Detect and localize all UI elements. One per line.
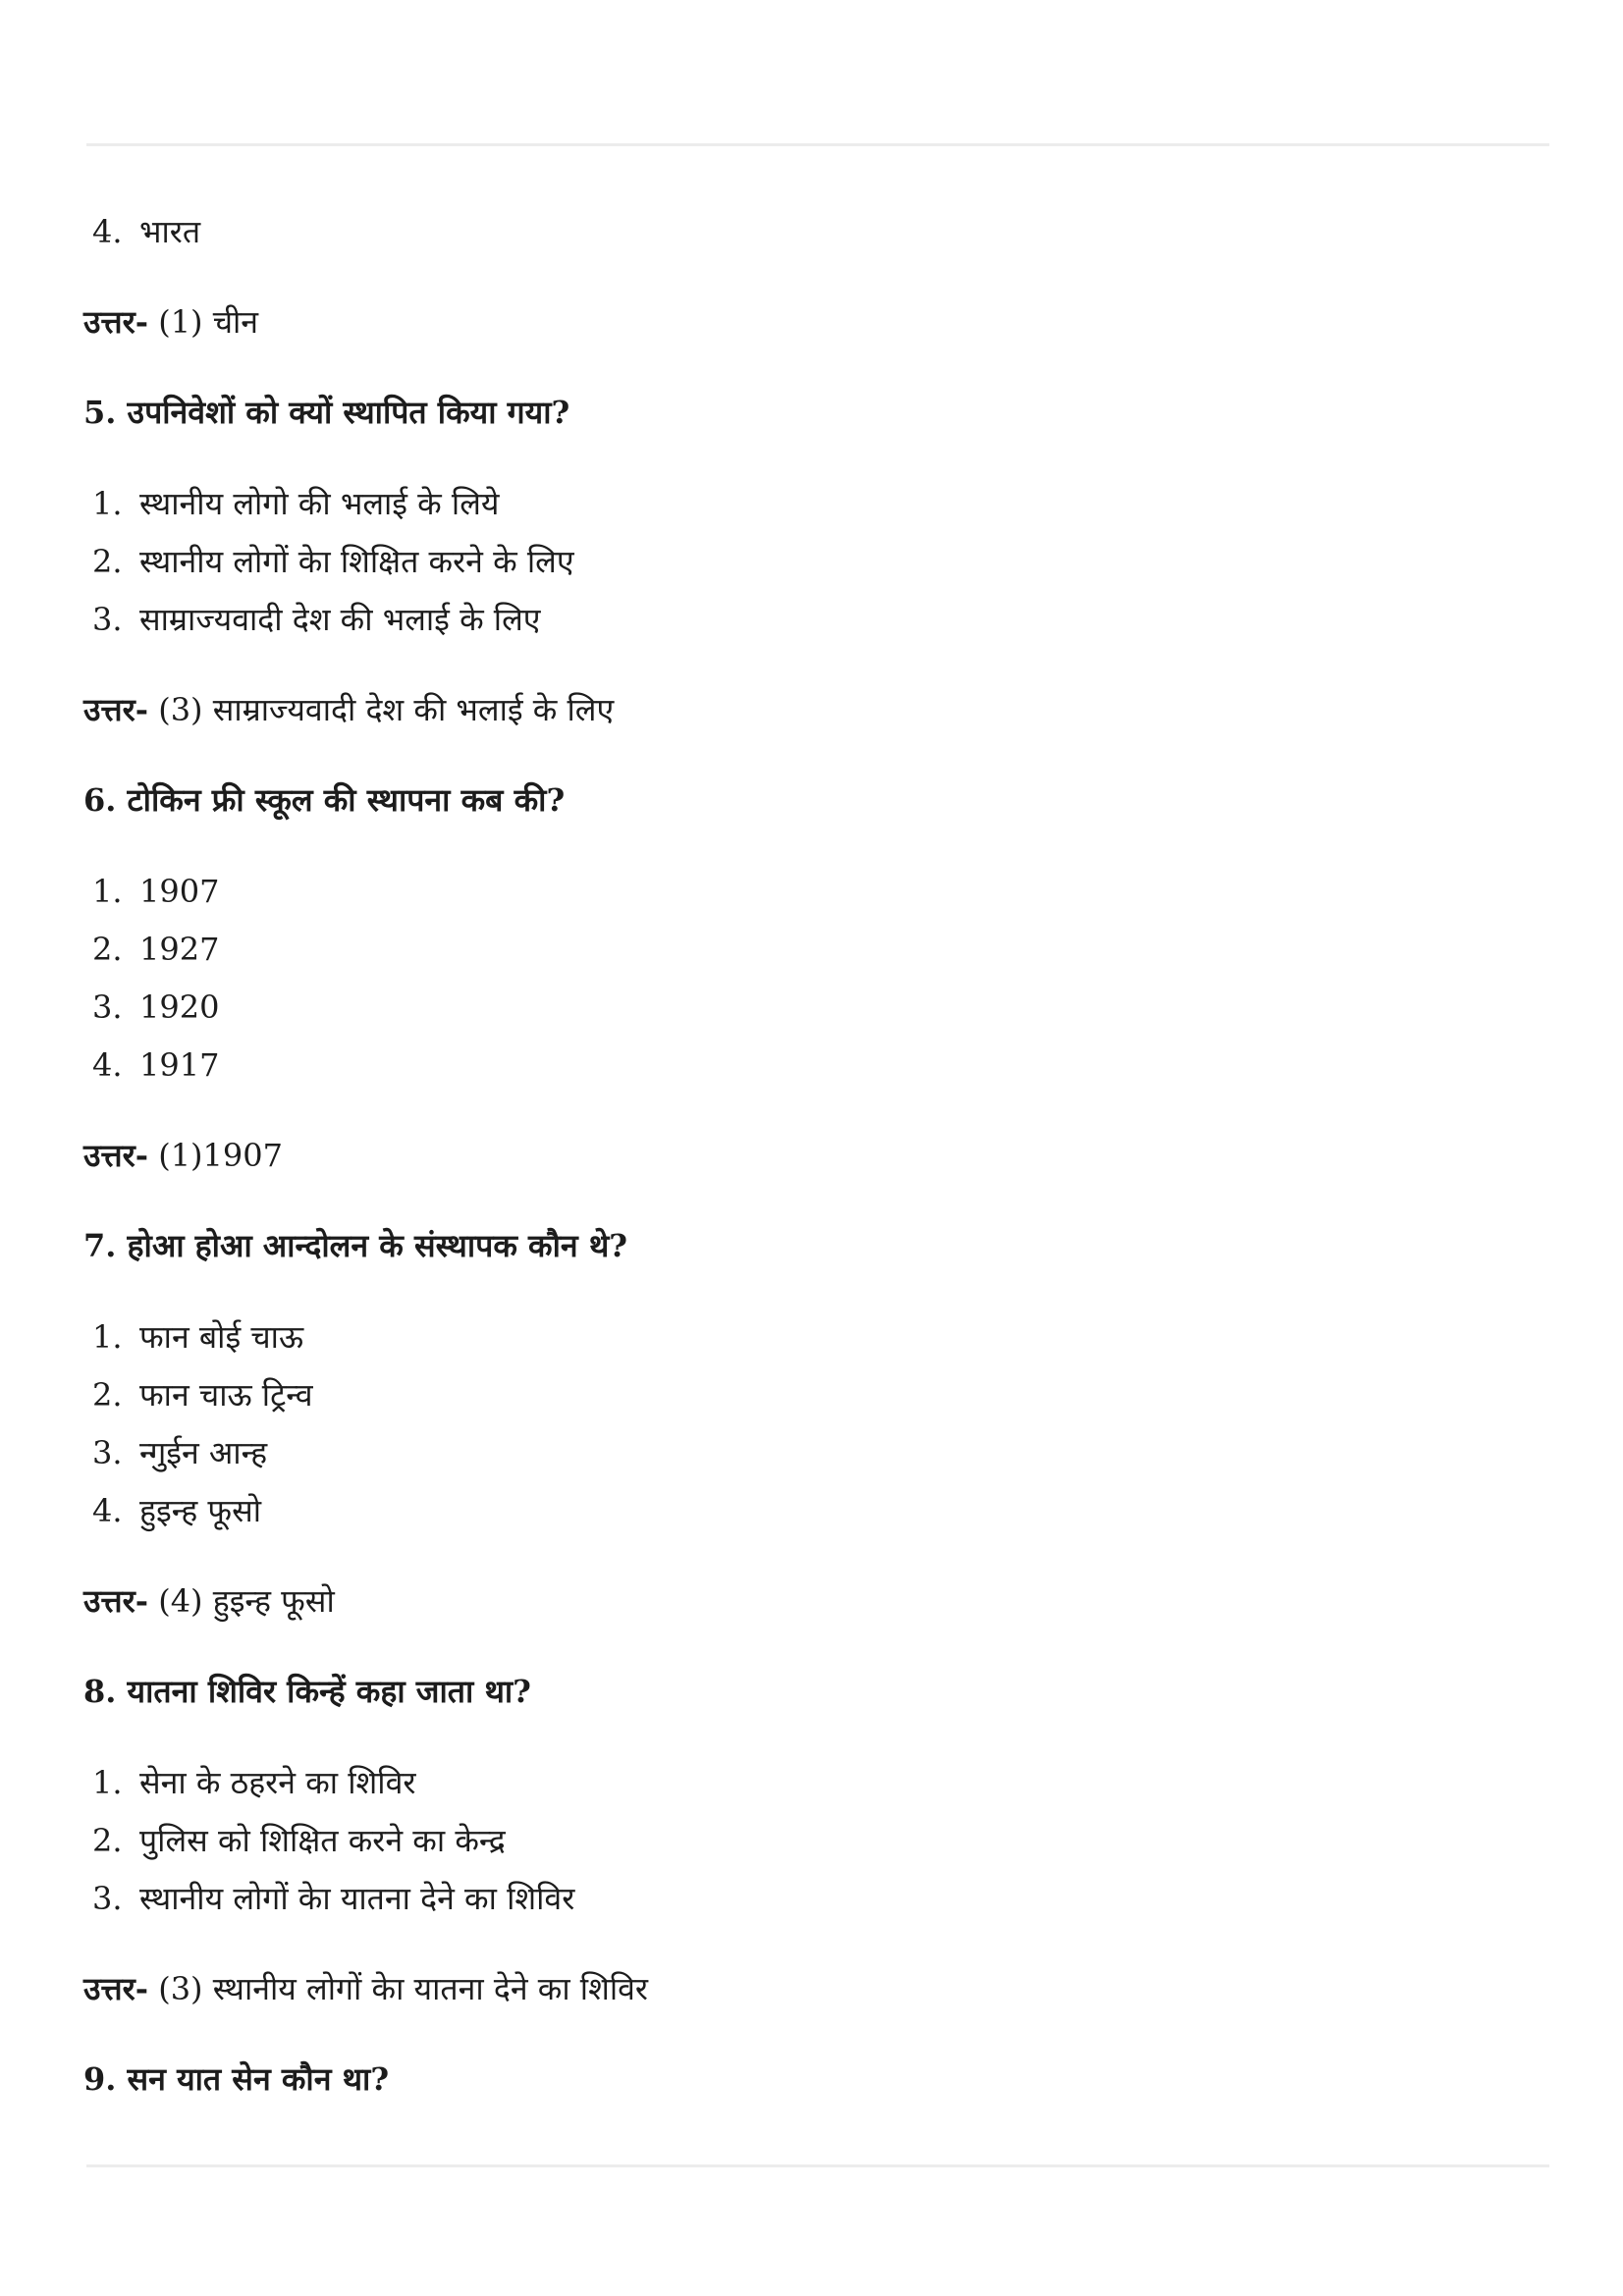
list-item-text: हुइन्ह फूसो <box>139 1492 262 1529</box>
answer-line <box>83 302 258 342</box>
list-item-text: स्थानीय लोगों केा यातना देने का शिविर <box>139 1880 575 1917</box>
list-item-number: 1. <box>92 485 123 522</box>
list-item-text: स्थानीय लोगो की भलाई के लिये <box>139 485 500 522</box>
answer-line <box>83 1581 335 1621</box>
list-item <box>92 930 219 969</box>
answer-label: उत्तर- <box>83 1970 149 2007</box>
list-item-number: 1. <box>92 873 123 910</box>
answer-line <box>83 1969 648 2008</box>
question-heading: 6. टोकिन फ्री स्कूल की स्थापना कब की? <box>83 781 566 819</box>
answer-text: (1) चीन <box>148 303 259 341</box>
list-item-text: फान चाऊ ट्रिन्व <box>139 1376 313 1414</box>
list-item-number: 3. <box>92 988 123 1026</box>
list-item-number: 4. <box>92 1046 123 1084</box>
answer-text: (3) साम्राज्यवादी देश की भलाई के लिए <box>148 691 615 728</box>
list-item <box>92 600 541 639</box>
list-item-text: न्गुईन आन्ह <box>139 1434 268 1471</box>
list-item-number: 2. <box>92 1376 123 1414</box>
list-item-number: 4. <box>92 213 123 250</box>
list-item-number: 2. <box>92 931 123 968</box>
answer-line <box>83 1136 283 1175</box>
list-item-text: पुलिस को शिक्षित करने का केन्द्र <box>139 1822 506 1859</box>
list-item <box>92 212 200 251</box>
list-item <box>92 988 219 1027</box>
list-item-text: साम्राज्यवादी देश की भलाई के लिए <box>139 601 541 638</box>
answer-text: (3) स्थानीय लोगों केा यातना देने का शिविर <box>148 1970 649 2007</box>
list-item <box>92 484 499 523</box>
list-item-text: स्थानीय लोगों केा शिक्षित करने के लिए <box>139 543 574 580</box>
list-item-number: 2. <box>92 543 123 580</box>
list-item <box>92 1045 219 1085</box>
answer-text: (1)1907 <box>148 1137 283 1174</box>
answer-label: उत्तर- <box>83 1137 149 1174</box>
list-item <box>92 1821 506 1860</box>
question-heading: 8. यातना शिविर किन्हें कहा जाता था? <box>83 1673 531 1710</box>
list-item-text: सेना के ठहरने का शिविर <box>139 1764 416 1801</box>
answer-text: (4) हुइन्ह फूसो <box>148 1582 335 1620</box>
list-item-text: 1907 <box>139 873 220 910</box>
list-item-text: 1927 <box>139 931 220 968</box>
answer-label: उत्तर- <box>83 303 149 341</box>
list-item-text: 1920 <box>139 988 220 1026</box>
list-item-number: 3. <box>92 601 123 638</box>
list-item <box>92 1433 267 1472</box>
top-divider <box>86 143 1549 146</box>
list-item-number: 3. <box>92 1434 123 1471</box>
list-item <box>92 1317 303 1357</box>
question-heading: 7. होआ होआ आन्दोलन के संस्थापक कौन थे? <box>83 1227 628 1264</box>
list-item <box>92 1491 261 1530</box>
list-item-text: भारत <box>139 213 201 250</box>
list-item <box>92 1879 574 1918</box>
list-item <box>92 1375 313 1415</box>
list-item-number: 1. <box>92 1764 123 1801</box>
list-item-text: 1917 <box>139 1046 220 1084</box>
list-item <box>92 542 574 581</box>
answer-line <box>83 690 614 729</box>
list-item-number: 2. <box>92 1822 123 1859</box>
list-item-number: 1. <box>92 1318 123 1356</box>
list-item-number: 4. <box>92 1492 123 1529</box>
list-item-number: 3. <box>92 1880 123 1917</box>
question-heading: 9. सन यात सेन कौन था? <box>83 2060 390 2098</box>
list-item <box>92 872 219 911</box>
bottom-divider <box>86 2164 1549 2167</box>
answer-label: उत्तर- <box>83 1582 149 1620</box>
list-item-text: फान बोई चाऊ <box>139 1318 304 1356</box>
question-heading: 5. उपनिवेशों को क्यों स्थापित किया गया? <box>83 394 570 431</box>
answer-label: उत्तर- <box>83 691 149 728</box>
list-item <box>92 1763 415 1802</box>
